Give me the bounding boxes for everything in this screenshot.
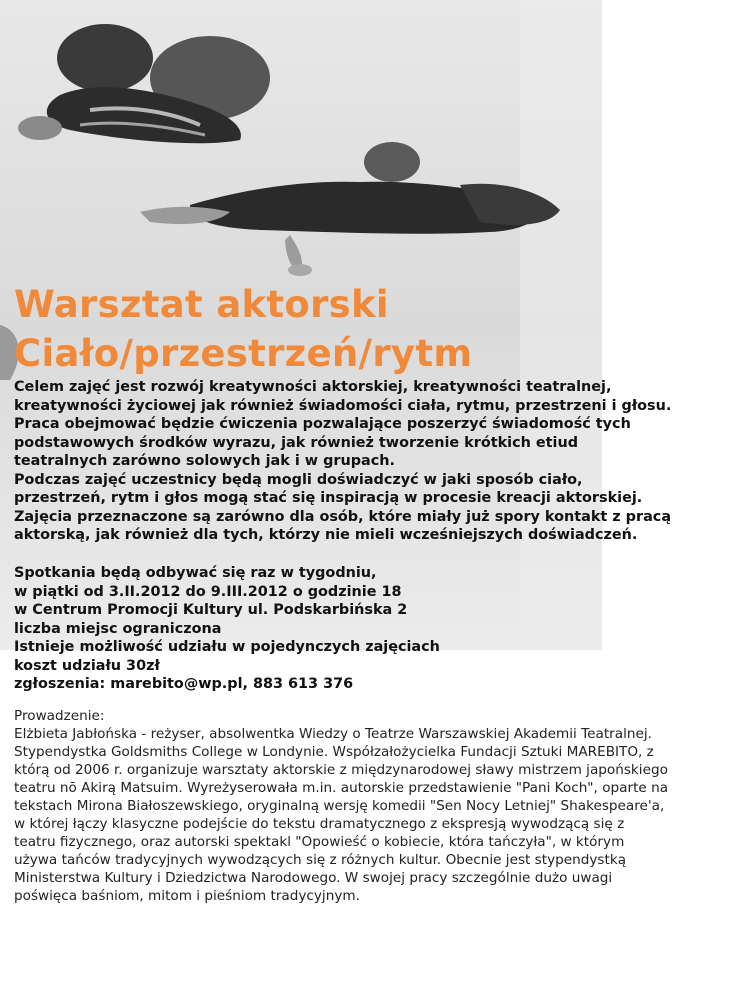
leaders-label: Prowadzenie: <box>14 708 105 724</box>
meeting-line: Istnieje możliwość udziału w pojedynczych zajęciach <box>14 639 440 655</box>
intro-line: Zajęcia przeznaczone są zarówno dla osób, które miały już spory kontakt z pracą <box>14 508 672 525</box>
intro-line: aktorską, jak również dla tych, którzy nie mieli wcześniejszych doświadczeń. <box>14 527 638 543</box>
bio-line: poświęca baśniom, mitom i pieśniom tradycyjnym. <box>14 888 360 904</box>
bio-line: teatru fizycznego, oraz autorski spektakl "Opowieść o kobiecie, która tańczyła", w którym <box>14 834 625 850</box>
bio-line: którą od 2006 r. organizuje warsztaty aktorskie z międzynarodowej sławy mistrzem japońskiego <box>14 762 668 778</box>
intro-line: Podczas zajęć uczestnicy będą mogli doświadczyć w jaki sposób ciało, <box>14 471 583 488</box>
workshop-title: Warsztat aktorski <box>14 283 389 326</box>
leaders-section <box>14 707 726 905</box>
intro-paragraph <box>14 378 726 545</box>
workshop-subtitle: Ciało/przestrzeń/rytm <box>14 332 473 375</box>
bio-line: tekstach Mirona Białoszewskiego, oryginalną wersję komedii "Sen Nocy Letniej" Shakespeare'a, <box>14 798 665 814</box>
intro-line: podstawowych środków wyrazu, jak również tworzenie krótkich etiud <box>14 434 578 451</box>
bio-line: używa tańców tradycyjnych wywodzących się z różnych kultur. Obecnie jest stypendystką <box>14 852 627 868</box>
intro-line: Praca obejmować będzie ćwiczenia pozwalające poszerzyć świadomość tych <box>14 416 631 432</box>
meeting-line: w Centrum Promocji Kultury ul. Podskarbińska 2 <box>14 602 408 618</box>
contact-line: zgłoszenia: marebito@wp.pl, 883 613 376 <box>14 676 354 692</box>
meeting-line: w piątki od 3.II.2012 do 9.III.2012 o godzinie 18 <box>14 583 402 600</box>
bio-line: teatru nō Akirą Matsuim. Wyreżyserowała m.in. autorskie przedstawienie "Pani Koch", oparte na <box>14 780 669 796</box>
intro-line: teatralnych zarówno solowych jak i w grupach. <box>14 453 395 469</box>
intro-line: kreatywności życiowej jak również świadomości ciała, rytmu, przestrzeni i głosu. <box>14 397 672 414</box>
bio-line: Elżbieta Jabłońska - reżyser, absolwentka Wiedzy o Teatrze Warszawskiej Akademii Teatralnej. <box>14 726 652 742</box>
meeting-line: liczba miejsc ograniczona <box>14 620 222 637</box>
bio-line: Stypendystka Goldsmiths College w Londynie. Współzałożycielka Fundacji Sztuki MAREBITO, z <box>14 744 654 760</box>
intro-line: przestrzeń, rytm i głos mogą stać się inspiracją w procesie kreacji aktorskiej. <box>14 490 643 506</box>
bio-line: w której łączy klasyczne podejście do tekstu dramatycznego z ekspresją wywodzącą się z <box>14 816 625 832</box>
bio-line: Ministerstwa Kultury i Dziedzictwa Narodowego. W swojej pracy szczególnie dużo uwagi <box>14 870 613 886</box>
intro-line: Celem zajęć jest rozwój kreatywności aktorskiej, kreatywności teatralnej, <box>14 379 612 395</box>
meeting-info <box>14 564 726 694</box>
meeting-line: Spotkania będą odbywać się raz w tygodniu, <box>14 565 377 581</box>
meeting-line: koszt udziału 30zł <box>14 657 160 674</box>
